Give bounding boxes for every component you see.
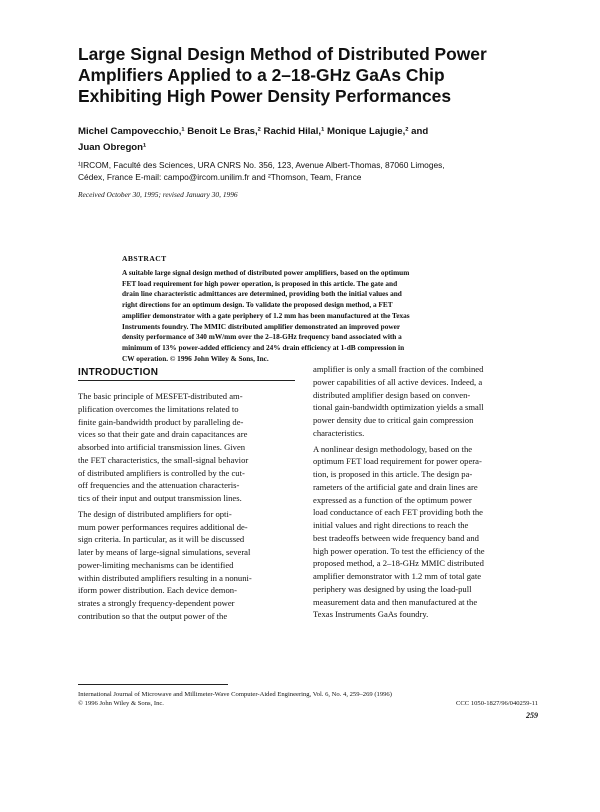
abstract-line: minimum of 13% power-added efficiency and 24% drain efficiency at 1-dB compression in	[122, 342, 405, 352]
abstract-line: FET load requirement for high power operation, is proposed in this article. The gate and	[122, 278, 398, 288]
text-line: power-limiting mechanisms can be identified	[78, 559, 234, 570]
page-number: 259	[526, 711, 538, 720]
footer-rule	[78, 684, 228, 685]
introduction-heading: INTRODUCTION	[78, 367, 159, 378]
title-line: Exhibiting High Power Density Performances	[78, 86, 452, 106]
text-line: contribution so that the output power of the	[78, 610, 228, 621]
paragraph	[313, 443, 533, 622]
abstract-line: density performance of 340 mW/mm over the 2–18-GHz frequency band associated with a	[122, 332, 402, 342]
text-line: load conductance of each FET providing both the	[313, 507, 483, 518]
text-line: periphery was designed by using the load-pull	[313, 583, 472, 594]
abstract-line: right directions for an optimum design. To validate the proposed design method, a FET	[122, 300, 393, 310]
author-line: Michel Campovecchio,¹ Benoit Le Bras,² Rachid Hilal,¹ Monique Lajugie,² and	[78, 126, 429, 137]
abstract-line: amplifier demonstrator with a gate periphery of 1.2 mm has been manufactured at the Texas	[122, 310, 410, 320]
text-line: mum power performances requires additional de-	[78, 521, 248, 532]
text-line: power density due to critical gain compression	[313, 415, 474, 425]
text-line: finite gain-bandwidth product by paralleling de-	[78, 416, 244, 427]
text-line: within distributed amplifiers resulting in a nonuni-	[78, 572, 252, 583]
paragraph	[78, 390, 296, 505]
affiliation-line: ¹IRCOM, Faculté des Sciences, URA CNRS No. 356, 123, Avenue Albert-Thomas, 87060 Limoges,	[78, 160, 445, 170]
author-list	[78, 124, 518, 156]
text-line: The design of distributed amplifiers for opti-	[78, 508, 232, 519]
text-line: sign criteria. In particular, as it will be discussed	[78, 534, 245, 545]
text-line: characteristics.	[313, 427, 365, 438]
affiliations	[78, 159, 538, 183]
text-line: A nonlinear design methodology, based on the	[313, 443, 473, 454]
received-dates: Received October 30, 1995; revised January 30, 1996	[78, 190, 238, 199]
text-line: rameters of the artificial gate and drain lines are	[313, 481, 478, 492]
text-line: high power operation. To test the efficiency of the	[313, 545, 485, 556]
abstract-line: CW operation. © 1996 John Wiley & Sons, Inc.	[122, 353, 269, 363]
text-line: distributed amplifier design based on conven-	[313, 389, 471, 400]
ccc-code: CCC 1050-1827/96/040259-11	[456, 700, 538, 707]
abstract-line: drain line characteristic admittances are determined, providing both the initial values and	[122, 289, 402, 299]
text-line: measurement data and then manufactured at the	[313, 596, 478, 607]
left-column	[78, 390, 296, 623]
journal-footer	[78, 690, 538, 708]
text-line: amplifier is only a small fraction of the combined	[313, 364, 484, 374]
text-line: initial values and right directions to reach the	[313, 520, 469, 530]
text-line: best tradeoffs between wide frequency band and	[313, 532, 479, 543]
text-line: vices so that their gate and drain capacitances are	[78, 429, 248, 440]
journal-line-2	[78, 699, 538, 708]
journal-citation: International Journal of Microwave and Millimeter-Wave Computer-Aided Engineering, Vol. 6, No. 4, 259–269 (1996)	[78, 691, 392, 698]
text-line: amplifier demonstrator with 1.2 mm of total gate	[313, 571, 482, 581]
abstract-line: Instruments foundry. The MMIC distributed amplifier demonstrated an improved power	[122, 321, 401, 331]
text-line: optimum FET load requirement for power opera-	[313, 456, 482, 467]
text-line: tional gain-bandwidth optimization yields a small	[313, 402, 484, 413]
text-line: of distributed amplifiers is controlled by the cut-	[78, 467, 245, 478]
author-line: Juan Obregon¹	[78, 142, 147, 153]
text-line: strates a strongly frequency-dependent power	[78, 598, 235, 608]
text-line: tion, is proposed in this article. The design pa-	[313, 469, 473, 479]
paragraph	[78, 508, 296, 623]
text-line: absorbed into artificial transmission lines. Given	[78, 442, 246, 452]
text-line: expressed as a function of the optimum power	[313, 494, 472, 505]
text-line: off frequencies and the attenuation characteris-	[78, 480, 240, 491]
section-rule	[78, 380, 295, 381]
abstract-body	[122, 268, 492, 364]
right-column	[313, 363, 533, 621]
text-line: proposed method, a 2–18-GHz MMIC distributed	[313, 558, 484, 569]
text-line: power capabilities of all active devices. Indeed, a	[313, 376, 483, 387]
paper-title	[78, 44, 548, 107]
title-line: Large Signal Design Method of Distributed Power	[78, 44, 487, 64]
text-line: plification overcomes the limitations related to	[78, 403, 239, 414]
text-line: iform power distribution. Each device demon-	[78, 585, 237, 596]
paragraph	[313, 363, 533, 440]
text-line: the FET characteristics, the small-signal behavior	[78, 454, 249, 465]
affiliation-line: Cédex, France E-mail: campo@ircom.unilim.fr and ²Thomson, Team, France	[78, 172, 362, 182]
text-line: The basic principle of MESFET-distributed am-	[78, 391, 243, 401]
text-line: later by means of large-signal simulations, several	[78, 547, 251, 557]
abstract-heading: ABSTRACT	[122, 254, 167, 263]
title-line: Amplifiers Applied to a 2–18-GHz GaAs Chip	[78, 65, 445, 85]
copyright: © 1996 John Wiley & Sons, Inc.	[78, 700, 164, 707]
abstract-line: A suitable large signal design method of distributed power amplifiers, based on the optimum	[122, 268, 410, 277]
text-line: Texas Instruments GaAs foundry.	[313, 609, 429, 620]
text-line: tics of their input and output transmission lines.	[78, 493, 242, 503]
